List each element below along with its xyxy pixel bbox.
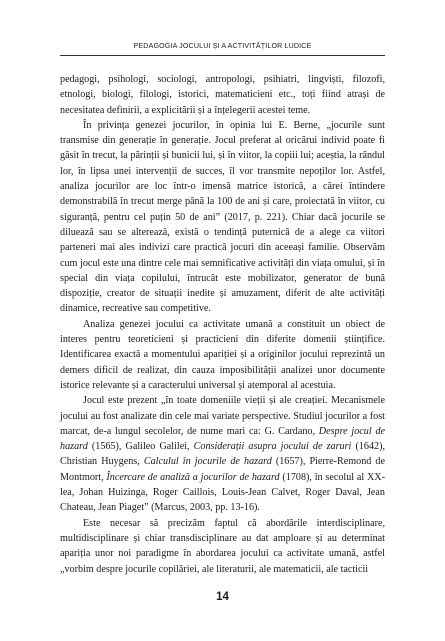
book-title-huygens: Calculul în jocurile de hazard [143, 456, 272, 468]
header-rule [60, 55, 385, 56]
book-title-galilei: Considerații asupra jocului de zaruri [193, 441, 352, 453]
paragraph-genesis-analysis: Analiza genezei jocului ca activitate umană a constituit un obiect de interes pentru teoreticieni și practicieni din diferite domenii științifice. Identificarea exactă a momentului apariției și a originilor jocului reprezintă un demers dificil de realizat, din cauza imposibilității analizei unor documente istorice relevante și a caracterului universal și atemporal al acestuia. [60, 318, 385, 391]
text-span: Jocul este prezent „în toate domeniile vieții și ale creației. Mecanismele jocului au fost analizate din cele mai variate perspective. Studiul jocurilor a fost marcat, de-a lungul secolelor, de nume mari ca: G. Cardano, [60, 395, 385, 437]
text-span: (1565), Galileo Galilei, [87, 441, 194, 453]
paragraph-game-history [60, 393, 385, 515]
body-text [60, 72, 385, 577]
book-title-montmort: Încercare de analiză a jocurilor de hazard [106, 471, 280, 483]
paragraph-continuation: pedagogi, psihologi, sociologi, antropologi, psihiatri, lingviști, filozofi, etnologi, biologi, filologi, istorici, matematicieni etc., toți fiind atrași de necesitatea definirii, a explicitării și a înțelegerii acestei teme. [60, 74, 385, 116]
paragraph-interdisciplinary: Este necesar să precizăm faptul că abordările interdisciplinare, multidisciplinare și chiar transdisciplinare au dat amploare și au determinat apariția unor noi paradigme în abordarea jocului ca activitate umană, astfel „vorbim despre jocurile copilăriei, ale literaturii, ale matematicii, ale tacticii [60, 517, 385, 575]
page-number: 14 [216, 591, 229, 603]
book-title-cardano: Despre jocul de hazard [60, 425, 385, 453]
paragraph-genesis-berne: În privința genezei jocurilor, în opinia lui E. Berne, „jocurile sunt transmise din generație în generație. Jocul preferat al oricărui individ poate fi găsit în trecut, la părinții și bunicii lui, și în viitor, la copiii lui; aceștia, la rândul lor, în lipsa unei intervenții de succes, îl vor transmite nepoților lor. Astfel, analiza jocurilor are loc într-o imensă matrice istorică, a cărei întindere demonstrabilă în trecut merge până la 100 de ani și care, proiectată în viitor, cu siguranță, pentru cel puțin 50 de ani” (2017, p. 221). Chiar dacă jocurile se diluează sau se alterează, există o tendință puternică de a alege ca viitori parteneri mai ales indivizi care practică jocuri din aceeași familie. Observăm cum jocul este una dintre cele mai semnificative activități din viața omului, și în special din viața copilului, întrucât este mobilizator, generator de bună dispoziție, creator de situații inedite și amuzament, diferit de alte activități dinamice, recreative sau competitive. [60, 119, 385, 315]
text-span: (1708), în secolul al XX-lea, Johan Huizinga, Roger Caillois, Louis-Jean Calvet, Roger Daval, Jean Chateau, Jean Piaget” (Marcus, 2003, pp. 13-16). [60, 471, 385, 514]
running-header: PEDAGOGIA JOCULUI ȘI A ACTIVITĂȚILOR LUDICE [133, 42, 312, 50]
text-span: (1657), Pierre-Remond de Montmort, [60, 456, 385, 483]
text-span: (1642), Christian Huygens, [60, 441, 385, 468]
